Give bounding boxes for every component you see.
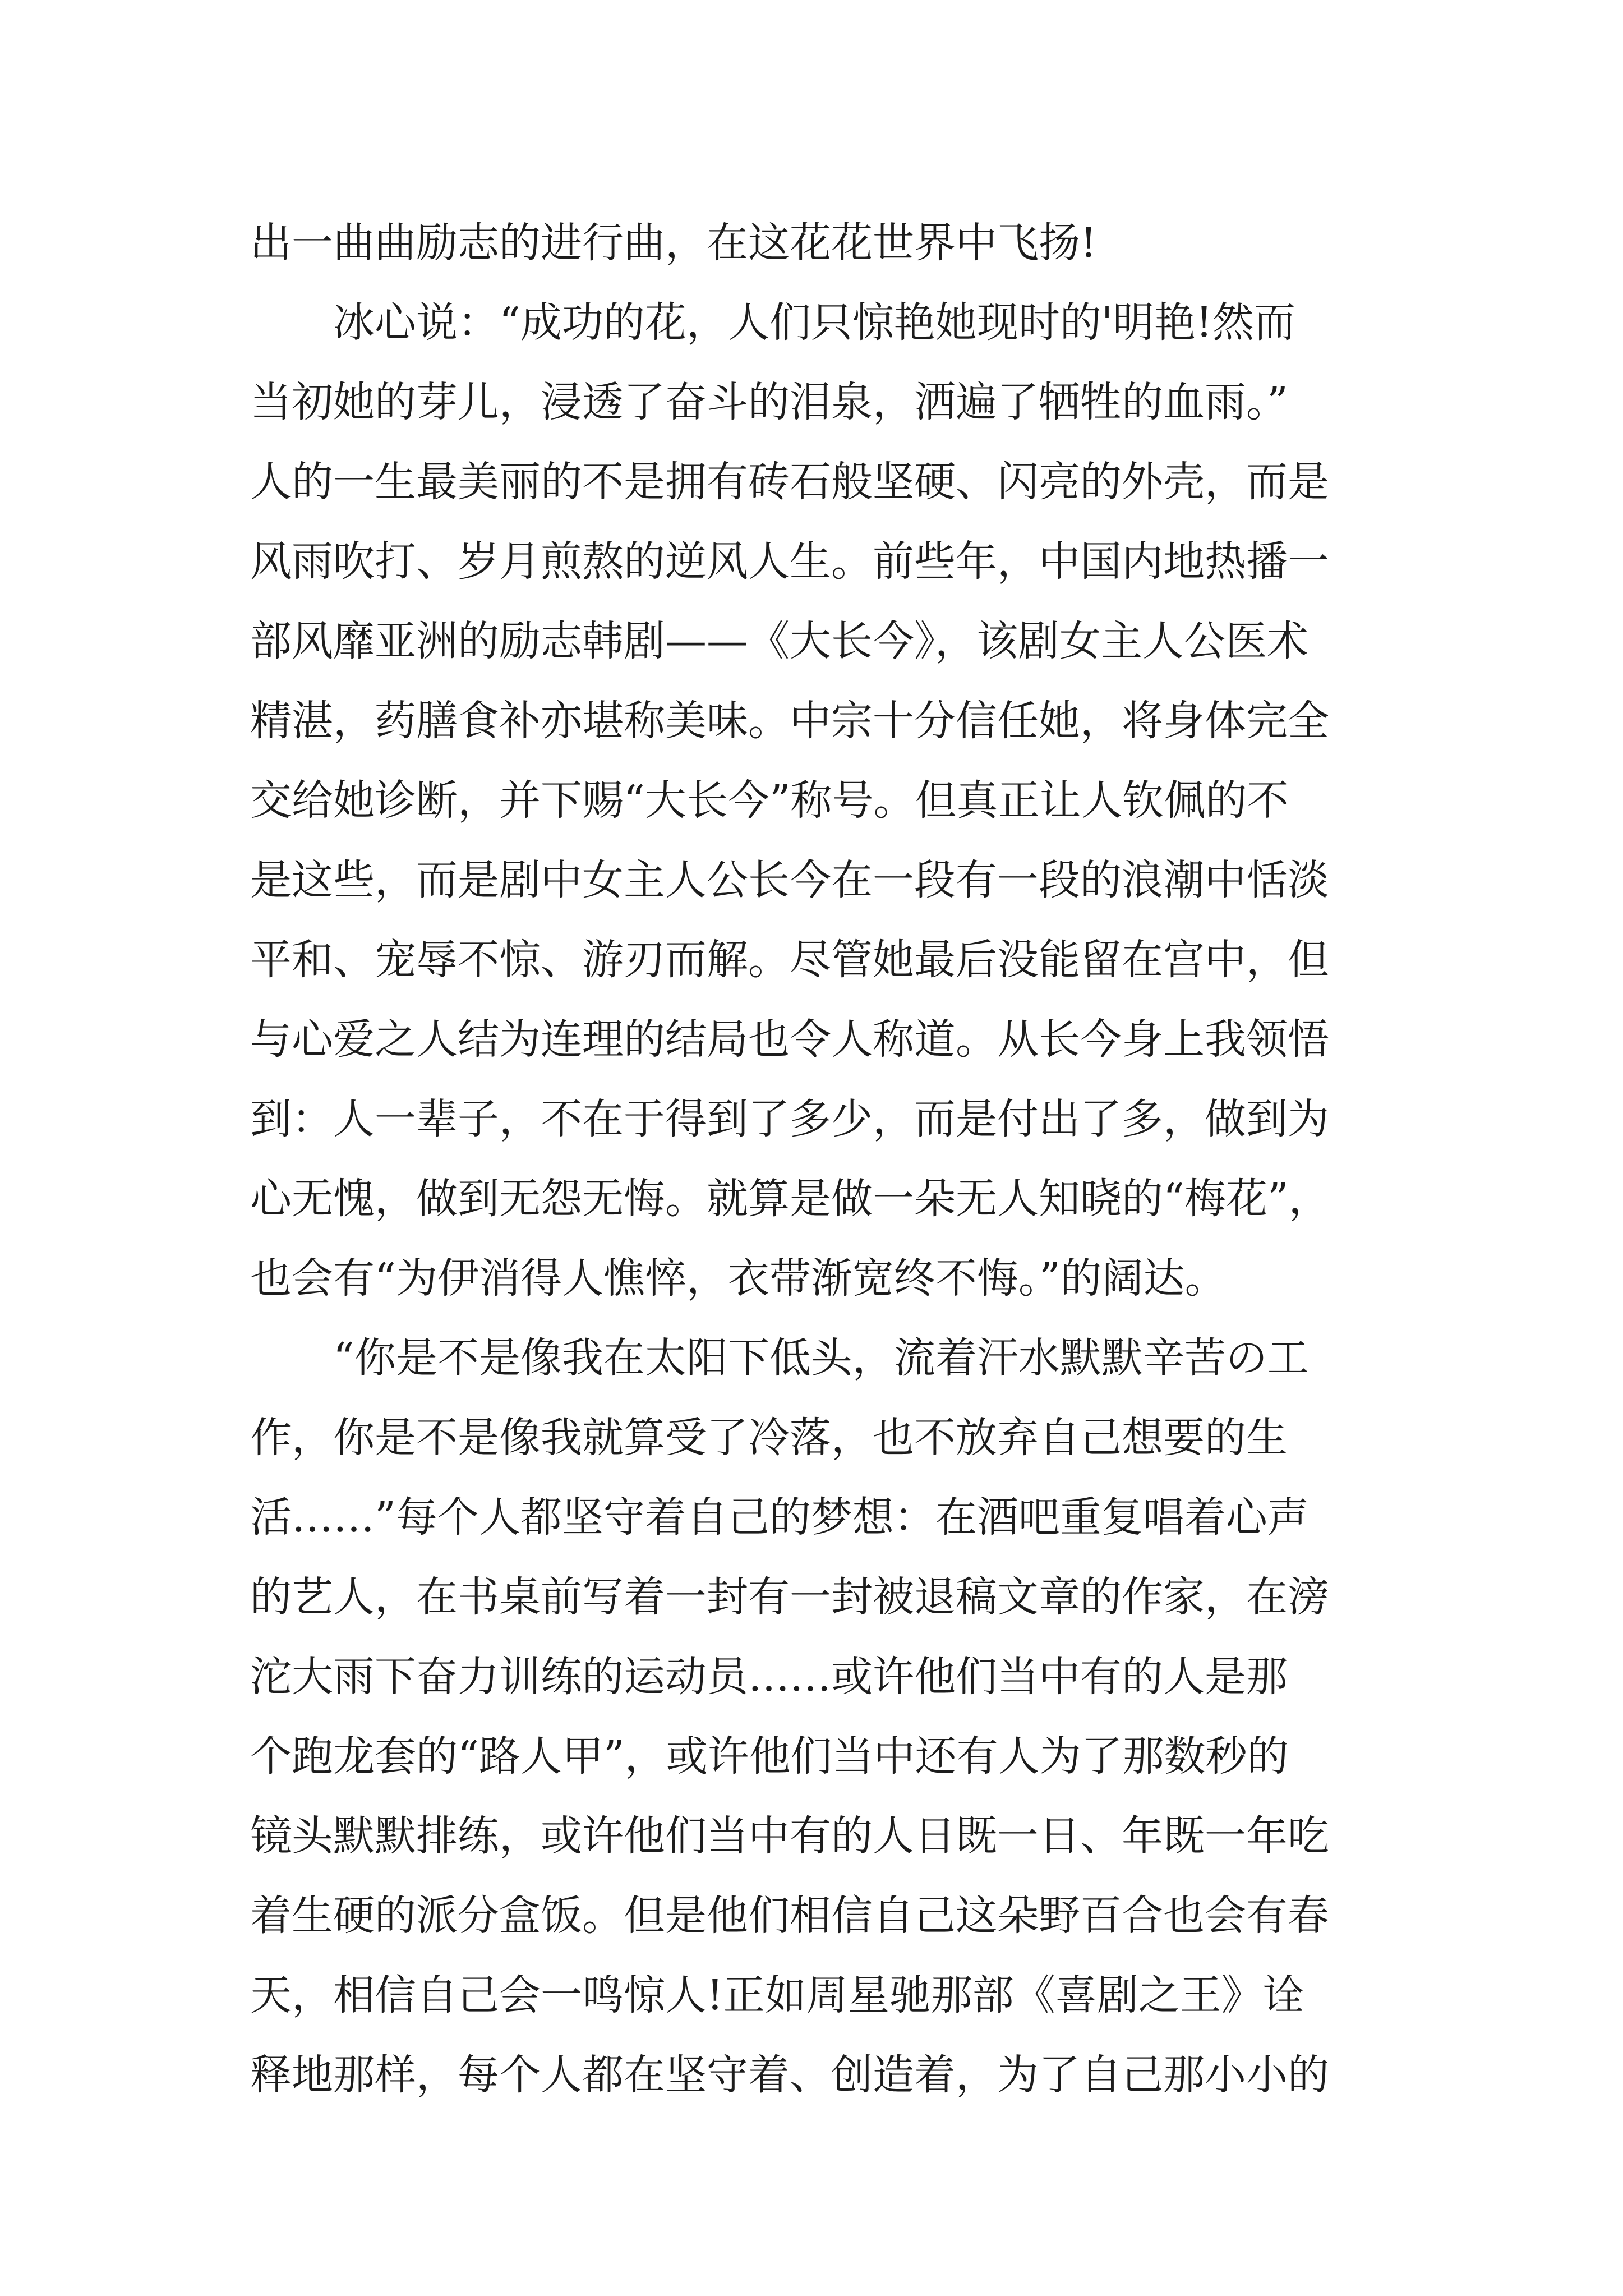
text-line: 镜头默默排练，或许他们当中有的人日既一日、年既一年吃 [250,1812,1329,1860]
text-line: 人的一生最美丽的不是拥有砖石般坚硬、闪亮的外壳，而是 [250,458,1329,506]
text-line: 风雨吹打、岁月煎熬的逆风人生。前些年，中国内地热播一 [250,537,1329,586]
body-text [250,203,1377,2115]
text-line: 当初她的芽儿，浸透了奋斗的泪泉，洒遍了牺牲的血雨。” [250,378,1288,426]
text-line: 活……”每个人都坚守着自己的梦想：在酒吧重复唱着心声 [250,1493,1309,1542]
text-line: 冰心说：“成功的花，人们只惊艳她现时的'明艳!然而 [333,298,1295,347]
text-line: 与心爱之人结为连理的结局也令人称道。从长今身上我领悟 [250,1015,1329,1064]
text-line: “你是不是像我在太阳下低头，流着汗水默默辛苦の工 [333,1334,1309,1382]
text-line: 释地那样，每个人都在坚守着、创造着，为了自己那小小的 [250,2051,1329,2099]
text-line: 作，你是不是像我就算受了冷落，也不放弃自己想要的生 [250,1414,1288,1462]
text-line: 到：人一辈子，不在于得到了多少，而是付出了多，做到为 [250,1095,1329,1143]
text-line: 平和、宠辱不惊、游刃而解。尽管她最后没能留在宫中，但 [250,936,1329,984]
text-line: 的艺人，在书桌前写着一封有一封被退稿文章的作家，在滂 [250,1573,1329,1621]
text-line: 交给她诊断，并下赐“大长今”称号。但真正让人钦佩的不 [250,776,1289,825]
text-line: 部风靡亚洲的励志韩剧——《大长今》，该剧女主人公医术 [250,617,1308,665]
text-line: 是这些，而是剧中女主人公长今在一段有一段的浪潮中恬淡 [250,856,1329,904]
text-line: 天，相信自己会一鸣惊人!正如周星驰那部《喜剧之王》诠 [250,1971,1304,2019]
text-line: 着生硬的派分盒饭。但是他们相信自己这朵野百合也会有春 [250,1892,1329,1940]
text-line: 沱大雨下奋力训练的运动员……或许他们当中有的人是那 [250,1653,1288,1701]
text-line: 个跑龙套的“路人甲”，或许他们当中还有人为了那数秒的 [250,1732,1289,1780]
text-line: 心无愧，做到无怨无悔。就算是做一朵无人知晓的“梅花”， [250,1175,1330,1223]
text-line: 也会有“为伊消得人憔悴，衣带渐宽终不悔。”的阔达。 [250,1254,1227,1303]
text-line: 精湛，药膳食补亦堪称美味。中宗十分信任她，将身体完全 [250,697,1329,745]
text-line: 出一曲曲励志的进行曲，在这花花世界中飞扬! [250,219,1097,267]
